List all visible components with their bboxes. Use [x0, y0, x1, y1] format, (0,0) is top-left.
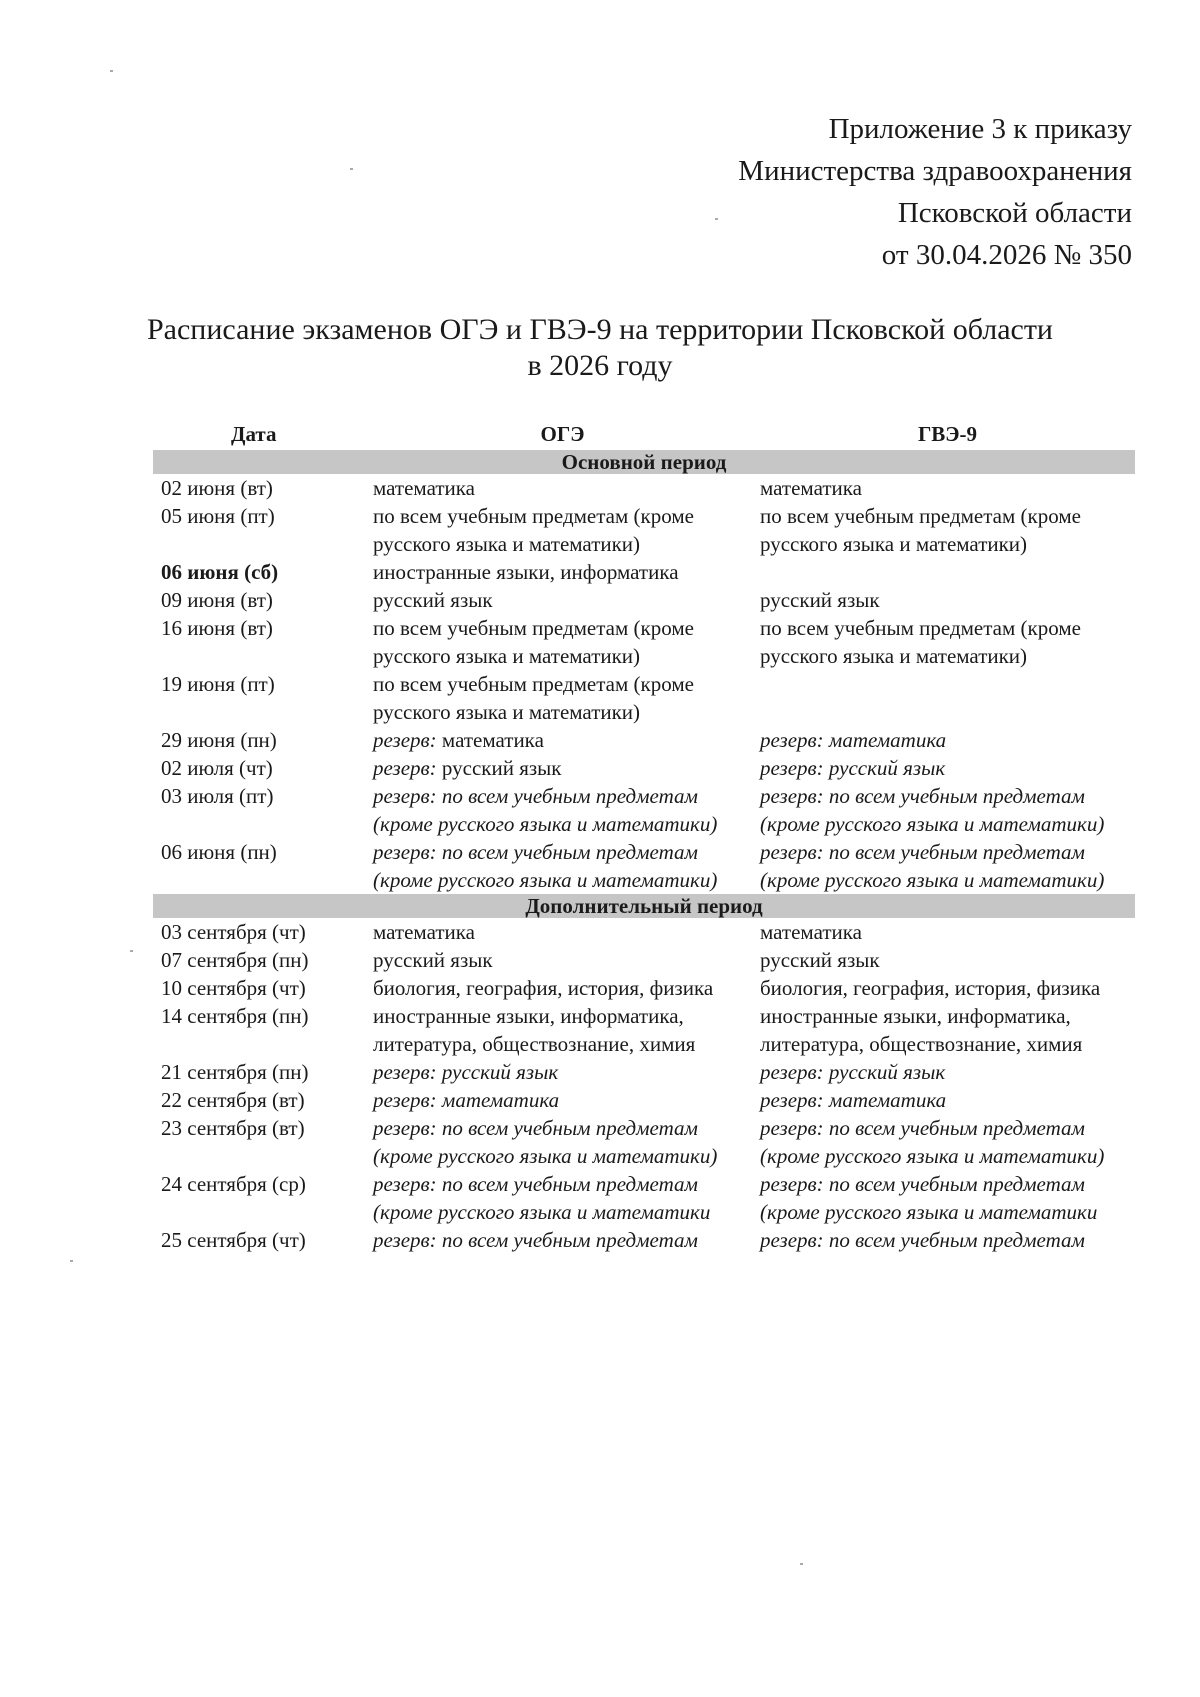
table-header-row [153, 418, 1135, 450]
oge-subject: математика [436, 728, 544, 752]
oge-cell: биология, география, история, физика [373, 976, 714, 1000]
date-cell: 03 сентября (чт) [161, 920, 306, 944]
title-line-1: Расписание экзаменов ОГЭ и ГВЭ-9 на территории Псковской области [146, 313, 1053, 346]
table-row [153, 946, 1135, 974]
header-line-4: от 30.04.2026 № 350 [881, 239, 1132, 271]
gve-cell [760, 670, 1135, 726]
gve-cell: русский язык [760, 588, 880, 612]
gve-cell: резерв: русский язык [760, 756, 946, 780]
document-title [0, 312, 1200, 384]
oge-cell: резерв: математика [373, 1088, 560, 1112]
oge-subject: русский язык [436, 756, 562, 780]
date-cell: 03 июля (пт) [161, 784, 274, 808]
date-cell: 02 июля (чт) [161, 756, 273, 780]
gve-cell: резерв: математика [760, 1088, 947, 1112]
date-cell: 23 сентября (вт) [161, 1116, 305, 1140]
table-row [153, 1086, 1135, 1114]
date-cell: 21 сентября (пн) [161, 1060, 309, 1084]
date-cell: 05 июня (пт) [161, 504, 275, 528]
oge-cell: математика [373, 920, 475, 944]
date-cell: 24 сентября (ср) [161, 1172, 306, 1196]
document-header [738, 108, 1132, 276]
gve-cell: резерв: по всем учебным предметам (кроме русского языка и математики) [760, 1116, 1105, 1168]
date-cell: 25 сентября (чт) [161, 1228, 306, 1252]
date-cell: 06 июня (пн) [161, 840, 277, 864]
col-header-date: Дата [231, 422, 277, 446]
scan-speck [800, 1563, 803, 1565]
gve-cell: резерв: по всем учебным предметам (кроме русского языка и математики) [760, 840, 1105, 892]
gve-cell: резерв: математика [760, 728, 947, 752]
oge-cell: математика [373, 476, 475, 500]
oge-cell: по всем учебным предметам (кроме русского языка и математики) [373, 616, 694, 668]
gve-cell: иностранные языки, информатика, литература, обществознание, химия [760, 1004, 1083, 1056]
gve-cell: биология, география, история, физика [760, 976, 1101, 1000]
scan-speck [350, 168, 353, 170]
oge-cell: русский язык [373, 948, 493, 972]
table-row [153, 614, 1135, 670]
table-row [153, 1114, 1135, 1170]
gve-cell: резерв: по всем учебным предметам (кроме русского языка и математики) [760, 784, 1105, 836]
oge-cell: по всем учебным предметам (кроме русского языка и математики) [373, 504, 694, 556]
table-row [153, 918, 1135, 946]
oge-cell: по всем учебным предметам (кроме русского языка и математики) [373, 672, 694, 724]
oge-cell: резерв: по всем учебным предметам [373, 1228, 698, 1252]
table-row [153, 502, 1135, 558]
gve-cell: резерв: русский язык [760, 1060, 946, 1084]
oge-cell: иностранные языки, информатика, литература, обществознание, химия [373, 1004, 696, 1056]
schedule-table [153, 418, 1135, 1254]
date-cell: 14 сентября (пн) [161, 1004, 309, 1028]
table-row [153, 782, 1135, 838]
gve-cell: резерв: по всем учебным предметам [760, 1228, 1085, 1252]
oge-cell: иностранные языки, информатика [373, 560, 679, 584]
oge-cell: резерв: по всем учебным предметам (кроме русского языка и математики) [373, 784, 718, 836]
date-cell: 06 июня (сб) [161, 560, 279, 584]
oge-cell: резерв: русский язык [373, 1060, 559, 1084]
table-row [153, 754, 1135, 782]
reserve-prefix: резерв: [373, 756, 437, 780]
table-row [153, 474, 1135, 502]
oge-cell [373, 726, 760, 754]
scan-speck [70, 1260, 73, 1262]
date-cell: 02 июня (вт) [161, 476, 273, 500]
gve-cell: математика [760, 476, 862, 500]
date-cell: 16 июня (вт) [161, 616, 273, 640]
gve-cell: по всем учебным предметам (кроме русского языка и математики) [760, 504, 1081, 556]
header-line-1: Приложение 3 к приказу [828, 113, 1132, 145]
gve-cell: резерв: по всем учебным предметам (кроме русского языка и математики [760, 1172, 1098, 1224]
title-line-2: в 2026 году [527, 349, 673, 382]
header-line-3: Псковской области [897, 197, 1132, 229]
gve-cell: русский язык [760, 948, 880, 972]
table-row [153, 586, 1135, 614]
header-line-2: Министерства здравоохранения [738, 155, 1132, 187]
date-cell: 09 июня (вт) [161, 588, 273, 612]
table-row [153, 838, 1135, 894]
oge-cell: резерв: по всем учебным предметам (кроме русского языка и математики) [373, 1116, 718, 1168]
col-header-oge: ОГЭ [540, 422, 585, 446]
oge-cell: резерв: по всем учебным предметам (кроме русского языка и математики [373, 1172, 711, 1224]
scan-speck [715, 218, 718, 220]
table-row [153, 1002, 1135, 1058]
gve-cell: математика [760, 920, 862, 944]
oge-cell: русский язык [373, 588, 493, 612]
gve-cell: по всем учебным предметам (кроме русского языка и математики) [760, 616, 1081, 668]
table-row [153, 558, 1135, 586]
table-row [153, 1058, 1135, 1086]
col-header-gve: ГВЭ-9 [917, 422, 978, 446]
table-row [153, 974, 1135, 1002]
date-cell: 22 сентября (вт) [161, 1088, 305, 1112]
oge-cell: резерв: по всем учебным предметам (кроме русского языка и математики) [373, 840, 718, 892]
table-row [153, 726, 1135, 754]
reserve-prefix: резерв: [373, 728, 437, 752]
gve-cell [760, 558, 1135, 586]
table-row [153, 1226, 1135, 1254]
table-row [153, 1170, 1135, 1226]
period-header-extra: Дополнительный период [153, 894, 1135, 918]
date-cell: 29 июня (пн) [161, 728, 277, 752]
table-row [153, 670, 1135, 726]
scan-speck [130, 950, 133, 952]
period-header-main: Основной период [153, 450, 1135, 474]
oge-cell [373, 754, 760, 782]
scan-speck [110, 70, 113, 72]
date-cell: 07 сентября (пн) [161, 948, 309, 972]
date-cell: 19 июня (пт) [161, 672, 275, 696]
date-cell: 10 сентября (чт) [161, 976, 306, 1000]
